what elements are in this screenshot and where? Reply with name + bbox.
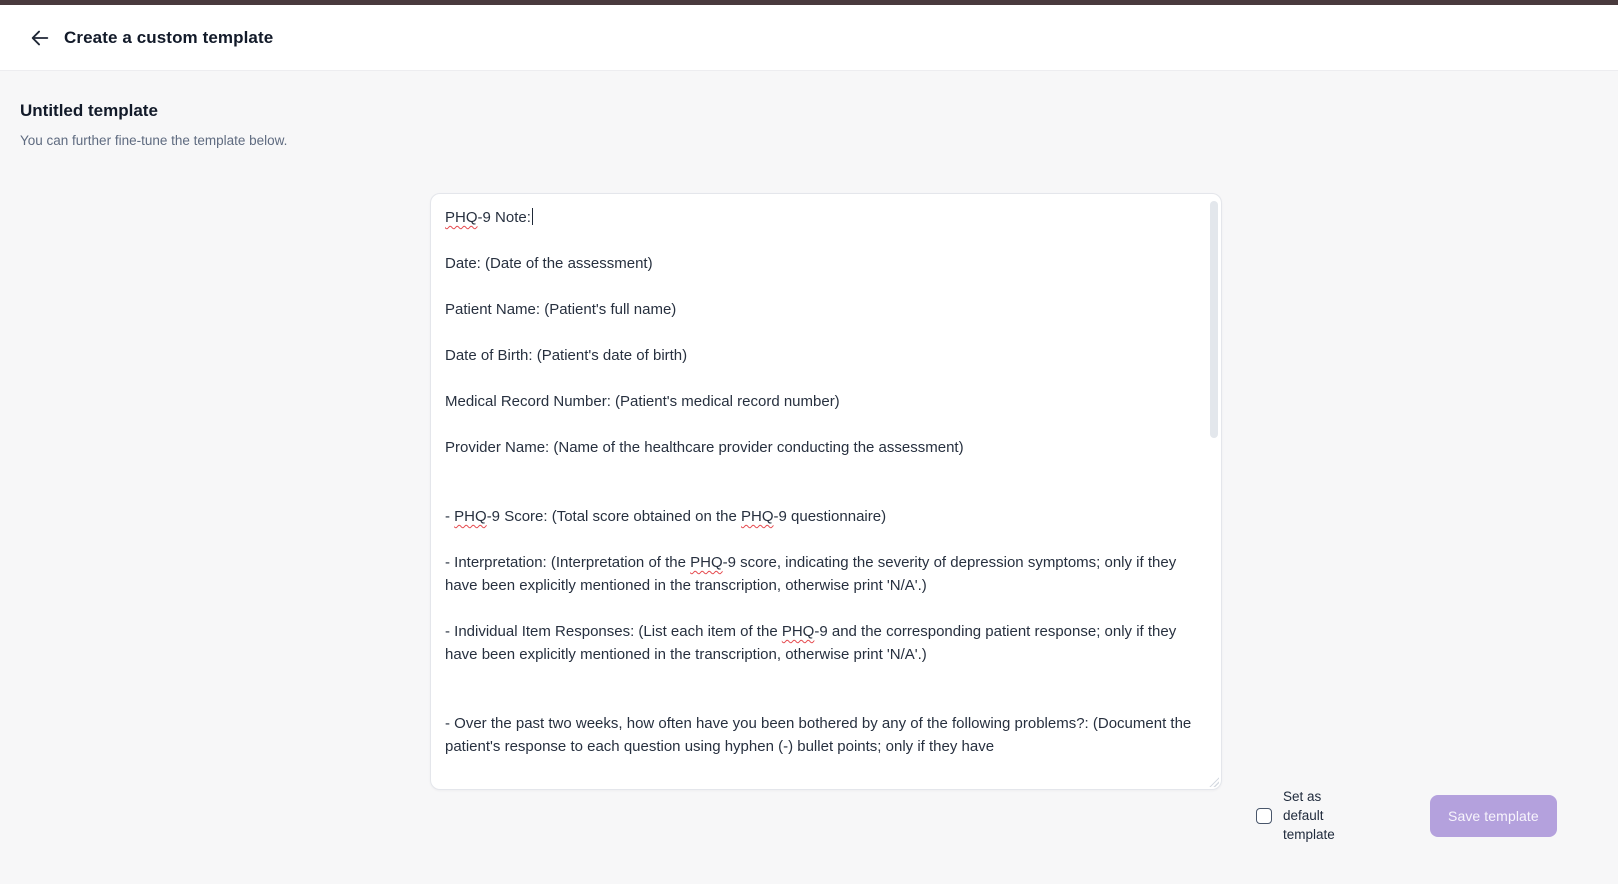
editor-line: - Over the past two weeks, how often have you been bothered by any of the following problems?: (Document the patient's response to each question using hyphen (-) bullet points; only if they have (445, 715, 1196, 755)
editor-blank-line (445, 482, 1207, 505)
editor-blank-line (445, 413, 1207, 436)
editor-blank-line (445, 275, 1207, 298)
text-cursor (532, 208, 534, 225)
save-template-button[interactable]: Save template (1430, 795, 1557, 837)
template-subtitle: You can further fine-tune the template below. (20, 133, 288, 148)
editor-line: - PHQ-9 Score: (Total score obtained on the PHQ-9 questionnaire) (445, 508, 887, 525)
header-title: Create a custom template (64, 27, 274, 47)
editor-blank-line (445, 689, 1207, 712)
editor-line: Medical Record Number: (Patient's medical record number) (445, 393, 840, 410)
editor-blank-line (445, 321, 1207, 344)
editor-resize-handle[interactable] (1208, 776, 1219, 787)
set-default-control[interactable] (1256, 787, 1347, 844)
header (0, 5, 1618, 71)
editor-line: Patient Name: (Patient's full name) (445, 301, 677, 318)
editor-blank-line (445, 367, 1207, 390)
set-default-checkbox[interactable] (1256, 808, 1272, 824)
arrow-left-icon (29, 27, 51, 49)
editor-blank-line (445, 528, 1207, 551)
set-default-label: Set as default template (1283, 789, 1335, 842)
editor-line: - Interpretation: (Interpretation of the PHQ-9 score, indicating the severity of depression symptoms; only if they have been explicitly mentioned in the transcription, otherwise print 'N/A'.) (445, 554, 1181, 594)
editor-blank-line (445, 597, 1207, 620)
editor-line: - Individual Item Responses: (List each item of the PHQ-9 and the corresponding patient response; only if they have been explicitly mentioned in the transcription, otherwise print 'N/A'.) (445, 623, 1181, 663)
back-button[interactable] (24, 22, 56, 54)
template-editor[interactable] (430, 193, 1222, 790)
editor-blank-line (445, 229, 1207, 252)
template-editor-text[interactable] (431, 194, 1207, 789)
editor-line: PHQ-9 Note: (445, 206, 1207, 229)
editor-line: Provider Name: (Name of the healthcare provider conducting the assessment) (445, 439, 964, 456)
editor-blank-line (445, 666, 1207, 689)
editor-line: Date of Birth: (Patient's date of birth) (445, 347, 688, 364)
editor-scrollbar-thumb[interactable] (1210, 201, 1218, 438)
editor-line: Date: (Date of the assessment) (445, 255, 653, 272)
template-name-heading: Untitled template (20, 101, 158, 120)
editor-blank-line (445, 459, 1207, 482)
